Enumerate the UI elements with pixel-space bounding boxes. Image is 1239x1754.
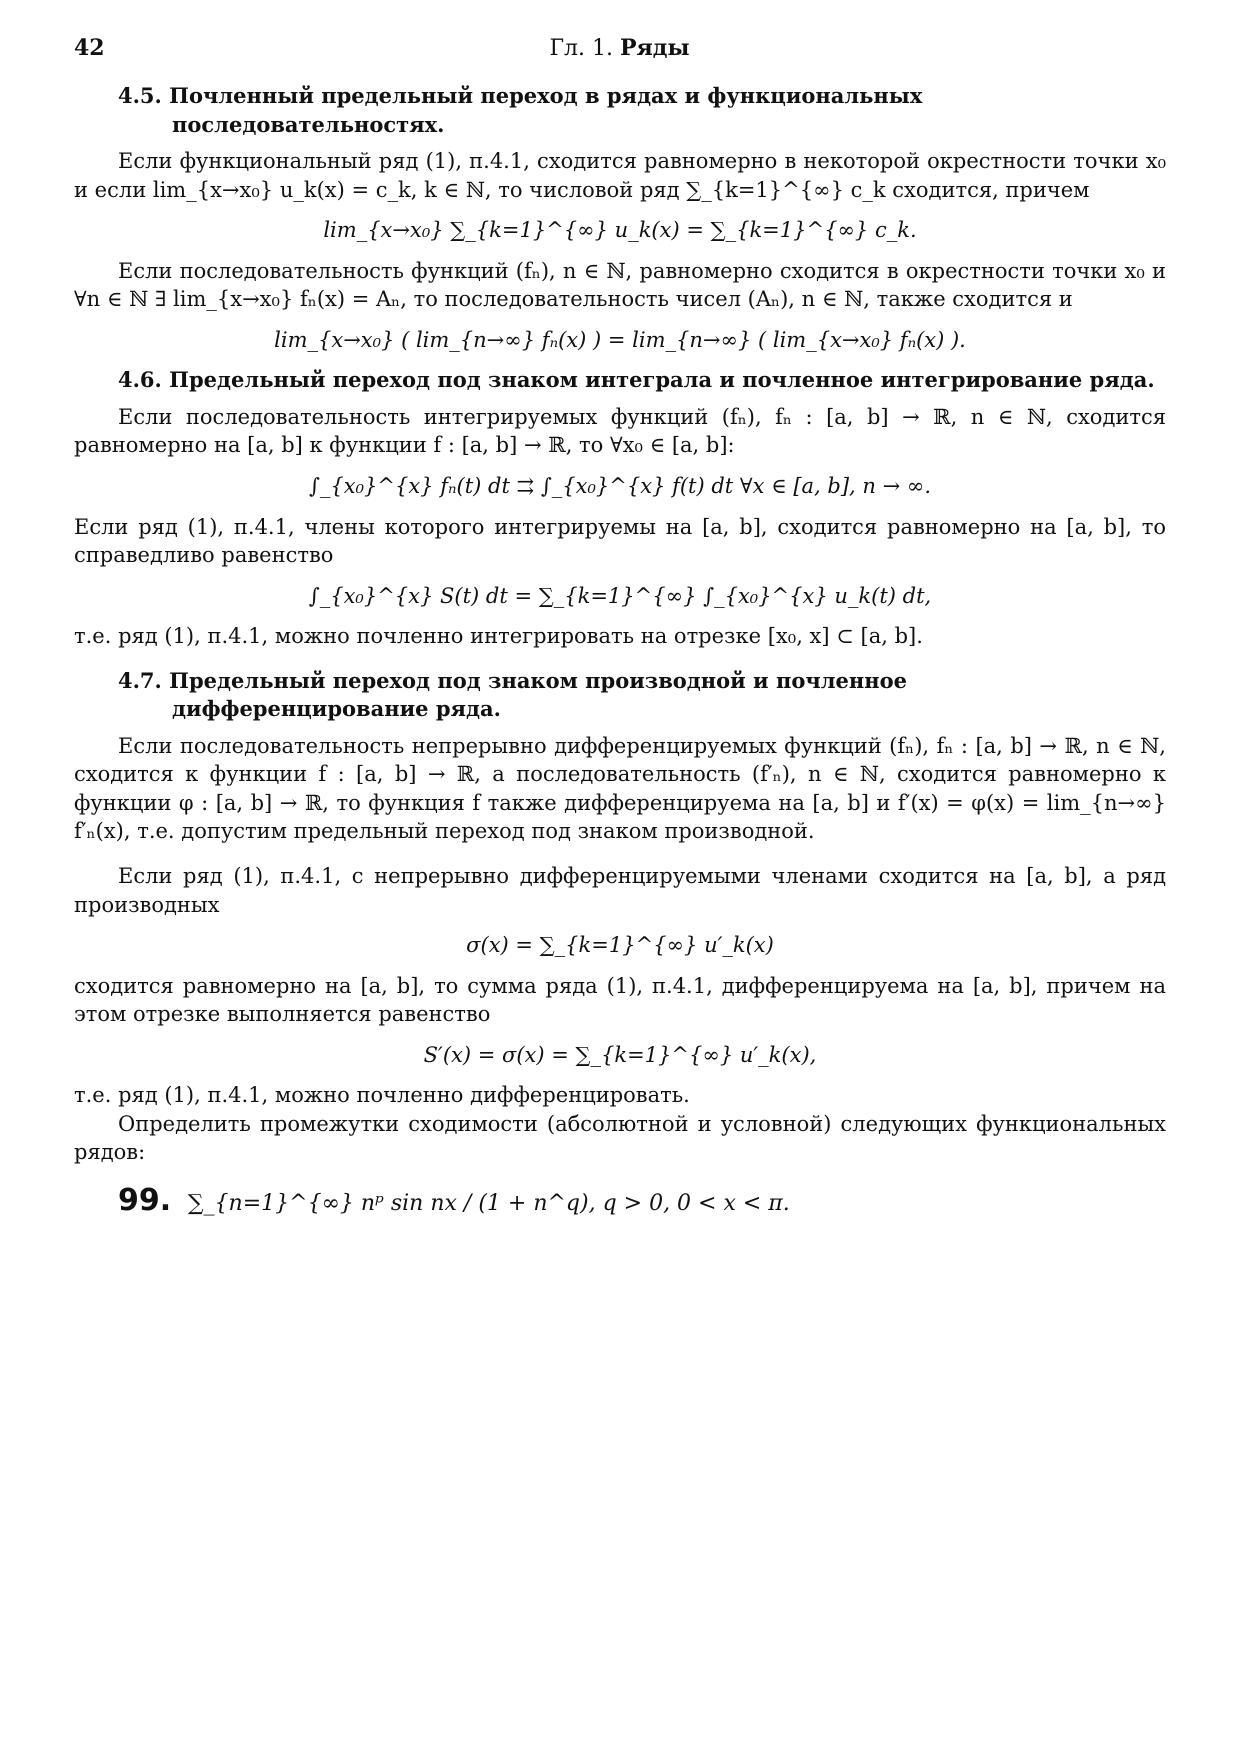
section-4-7-paragraph-4: т.е. ряд (1), п.4.1, можно почленно дифференцировать. xyxy=(74,1083,690,1108)
chapter-label: Гл. 1. xyxy=(549,36,613,61)
formula-termwise-integration: ∫_{x₀}^{x} S(t) dt = ∑_{k=1}^{∞} ∫_{x₀}^{x} u_k(t) dt, xyxy=(308,583,932,608)
section-4-5-paragraph-1: Если функциональный ряд (1), п.4.1, сходится равномерно в некоторой окрестности точки x₀ и если lim_{x→x₀} u_k(x) = c_k, k ∈ ℕ, то числовой ряд ∑_{k=1}^{∞} c_k сходится, причем xyxy=(74,149,1166,202)
page-content xyxy=(74,82,1166,1222)
section-4-7-paragraph-1: Если последовательность непрерывно дифференцируемых функций (fₙ), fₙ : [a, b] → ℝ, n ∈ ℕ, сходится к функции f : [a, b] → ℝ, а последовательность (f′ₙ), n ∈ ℕ, сходится равномерно к функции φ : [a, b] → ℝ, то функция f также дифференцируема на [a, b] и f′(x) = φ(x) = lim_{n→∞} f′ₙ(x), т.е. допустим предельный переход под знаком производной. xyxy=(74,733,1166,844)
section-4-7-paragraph-2: Если ряд (1), п.4.1, с непрерывно дифференцируемыми членами сходится на [a, b], а ряд производных xyxy=(74,864,1166,917)
problem-expression: ∑_{n=1}^{∞} nᵖ sin nx / (1 + n^q), q > 0, 0 < x < π. xyxy=(187,1190,790,1216)
section-4-7-title: 4.7. Предельный переход под знаком производной и почленное дифференцирование ряда. xyxy=(118,667,907,722)
section-4-5-paragraph-2: Если последовательность функций (fₙ), n ∈ ℕ, равномерно сходится в окрестности точки x₀ и ∀n ∈ ℕ ∃ lim_{x→x₀} fₙ(x) = Aₙ, то последовательность чисел (Aₙ), n ∈ ℕ, также сходится и xyxy=(74,258,1166,312)
section-4-6-paragraph-3: т.е. ряд (1), п.4.1, можно почленно интегрировать на отрезке [x₀, x] ⊂ [a, b]. xyxy=(74,624,923,649)
section-4-7-paragraph-3: сходится равномерно на [a, b], то сумма ряда (1), п.4.1, дифференцируема на [a, b], причем на этом отрезке выполняется равенство xyxy=(74,973,1166,1027)
formula-limit-series: lim_{x→x₀} ∑_{k=1}^{∞} u_k(x) = ∑_{k=1}^{∞} c_k. xyxy=(323,218,917,243)
formula-limit-interchange: lim_{x→x₀} ( lim_{n→∞} fₙ(x) ) = lim_{n→∞} ( lim_{x→x₀} fₙ(x) ). xyxy=(274,327,966,352)
formula-integral-convergence: ∫_{x₀}^{x} fₙ(t) dt ⇉ ∫_{x₀}^{x} f(t) dt ∀x ∈ [a, b], n → ∞. xyxy=(308,474,932,499)
formula-derivative-series: σ(x) = ∑_{k=1}^{∞} u′_k(x) xyxy=(466,933,774,958)
problem-99 xyxy=(118,1181,1166,1222)
section-4-5-title: 4.5. Почленный предельный переход в рядах и функциональных последовательностях. xyxy=(118,83,923,137)
page-header xyxy=(74,34,1165,64)
formula-termwise-differentiation: S′(x) = σ(x) = ∑_{k=1}^{∞} u′_k(x), xyxy=(423,1042,817,1067)
problem-number: 99. xyxy=(118,1182,172,1218)
section-4-6-title: 4.6. Предельный переход под знаком интеграла и почленное интегрирование ряда. xyxy=(118,367,1155,393)
page-number: 42 xyxy=(74,35,105,61)
section-4-7-paragraph-5: Определить промежутки сходимости (абсолютной и условной) следующих функциональных рядов: xyxy=(74,1111,1166,1165)
chapter-title: Ряды xyxy=(620,35,690,61)
section-4-6-paragraph-2: Если ряд (1), п.4.1, члены которого интегрируемы на [a, b], сходится равномерно на [a, b], то справедливо равенство xyxy=(74,514,1166,568)
section-4-6-paragraph-1: Если последовательность интегрируемых функций (fₙ), fₙ : [a, b] → ℝ, n ∈ ℕ, сходится равномерно на [a, b] к функции f : [a, b] → ℝ, то ∀x₀ ∈ [a, b]: xyxy=(74,404,1166,458)
running-title xyxy=(74,34,1165,64)
